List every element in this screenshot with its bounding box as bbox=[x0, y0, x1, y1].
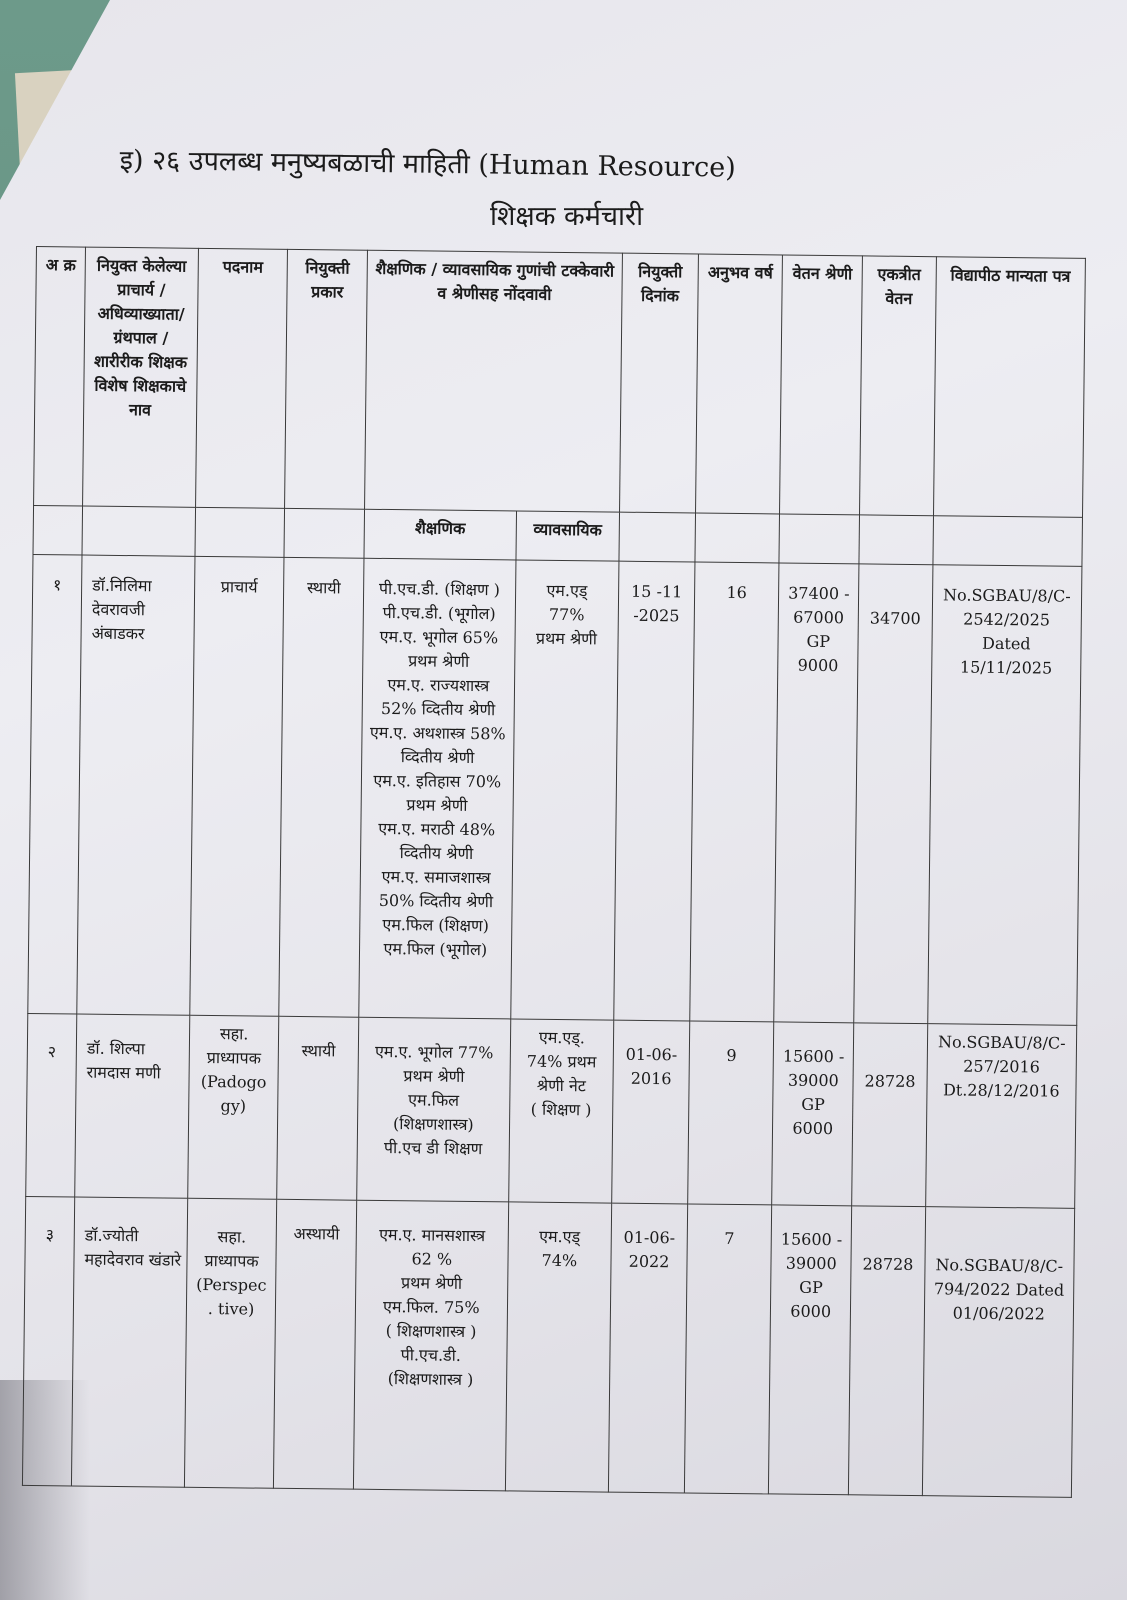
subheader-professional: व्यावसायिक bbox=[516, 511, 620, 561]
cell-appointment-date: 15 -11 -2025 bbox=[614, 561, 695, 1021]
cell-academic: पी.एच.डी. (शिक्षण ) पी.एच.डी. (भूगोल) एम.ए. भूगोल 65% प्रथम श्रेणी एम.ए. राज्यशास्त्र 52% व्दितीय श्रेणी एम.ए. अथशास्त्र 58% व्दितीय श्रेणी एम.ए. इतिहास 70% प्रथम श्रेणी एम.ए. मराठी 48% व्दितीय श्रेणी एम.ए. समाजशास्त्र 50% व्दितीय श्रेणी एम.फिल (शिक्षण) एम.फिल (भूगोल) bbox=[359, 558, 516, 1019]
cell-consolidated-salary: 34700 bbox=[854, 564, 932, 1024]
subheader-empty bbox=[695, 513, 780, 563]
cell-sr: ३ bbox=[22, 1196, 74, 1486]
subheader-empty bbox=[33, 505, 83, 555]
cell-university-letter: No.SGBAU/8/C- 2542/2025 Dated 15/11/2025 bbox=[927, 565, 1082, 1026]
cell-name: डॉ.ज्योती महादेवराव खंडारे bbox=[71, 1197, 187, 1487]
cell-sr: १ bbox=[28, 554, 82, 1014]
cell-appointment-type: स्थायी bbox=[279, 557, 364, 1017]
cell-appointment-date: 01-06- 2022 bbox=[608, 1203, 687, 1493]
cell-consolidated-salary: 28728 bbox=[849, 1206, 926, 1496]
subheader-empty bbox=[195, 507, 285, 557]
cell-experience: 9 bbox=[688, 1021, 774, 1205]
cell-appointment-type: स्थायी bbox=[277, 1016, 359, 1200]
cell-university-letter: No.SGBAU/8/C- 794/2022 Dated 01/06/2022 bbox=[922, 1207, 1075, 1498]
table-header-row bbox=[34, 247, 1086, 518]
cell-designation: सहा. प्राध्यापक (Perspec . tive) bbox=[184, 1198, 277, 1488]
subheader-empty bbox=[933, 516, 1083, 567]
cell-professional: एम.एड् 77% प्रथम श्रेणी bbox=[510, 560, 619, 1020]
subheader-empty bbox=[82, 506, 195, 556]
cell-designation: प्राचार्य bbox=[190, 556, 285, 1016]
cell-name: डॉ.निलिमा देवरावजी अंबाडकर bbox=[77, 555, 195, 1015]
subheader-empty bbox=[284, 508, 364, 558]
cell-professional: एम.एड् 74% bbox=[505, 1202, 612, 1492]
header-designation: पदनाम bbox=[195, 248, 288, 508]
header-experience: अनुभव वर्ष bbox=[696, 254, 783, 514]
header-sr: अ क्र bbox=[34, 247, 86, 507]
cell-experience: 16 bbox=[690, 562, 779, 1022]
cell-appointment-type: अस्थायी bbox=[274, 1199, 357, 1489]
subheader-empty bbox=[859, 515, 933, 565]
cell-academic: एम.ए. भूगोल 77% प्रथम श्रेणी एम.फिल (शिक्षणशास्त्र) पी.एच डी शिक्षण bbox=[357, 1017, 511, 1202]
cell-consolidated-salary: 28728 bbox=[852, 1023, 927, 1207]
subheader-empty bbox=[779, 514, 860, 564]
header-consolidated-salary: एकत्रीत वेतन bbox=[860, 256, 936, 516]
cell-experience: 7 bbox=[684, 1204, 771, 1494]
cell-pay-scale: 15600 - 39000 GP 6000 bbox=[772, 1022, 854, 1206]
cell-sr: २ bbox=[26, 1013, 77, 1197]
header-appointment-type: नियुक्ती प्रकार bbox=[285, 249, 367, 509]
document-title: इ) २६ उपलब्ध मनुष्यबळाची माहिती (Human Resource) bbox=[119, 144, 736, 184]
cell-pay-scale: 15600 - 39000 GP 6000 bbox=[769, 1205, 852, 1495]
table-row bbox=[26, 1013, 1077, 1208]
cell-name: डॉ. शिल्पा रामदास मणी bbox=[75, 1014, 190, 1198]
table-row bbox=[22, 1196, 1074, 1497]
header-name: नियुक्त केलेल्या प्राचार्य /अधिव्याख्याता/ग्रंथपाल / शारीरीक शिक्षक विशेष शिक्षकाचे नाव bbox=[83, 247, 199, 507]
subheader-academic: शैक्षणिक bbox=[364, 509, 516, 560]
header-university-letter: विद्यापीठ मान्यता पत्र bbox=[933, 257, 1085, 518]
cell-university-letter: No.SGBAU/8/C- 257/2016 Dt.28/12/2016 bbox=[925, 1024, 1076, 1209]
cell-designation: सहा. प्राध्यापक (Padogo gy) bbox=[187, 1015, 279, 1199]
cell-academic: एम.ए. मानसशास्त्र 62 % प्रथम श्रेणी एम.फिल. 75% ( शिक्षणशास्त्र ) पी.एच.डी. (शिक्षणशास्त्र ) bbox=[353, 1200, 508, 1491]
cell-appointment-date: 01-06- 2016 bbox=[612, 1020, 690, 1204]
cell-professional: एम.एड्. 74% प्रथम श्रेणी नेट ( शिक्षण ) bbox=[508, 1019, 613, 1203]
human-resource-table bbox=[22, 246, 1086, 1498]
header-qualification: शैक्षणिक / व्यावसायिक गुणांची टक्केवारी व श्रेणीसह नोंदवावी bbox=[365, 250, 623, 512]
document-subtitle: शिक्षक कर्मचारी bbox=[490, 201, 644, 232]
table-row bbox=[28, 554, 1082, 1025]
header-appointment-date: नियुक्ती दिनांक bbox=[620, 253, 699, 513]
subheader-empty bbox=[619, 512, 696, 562]
cell-pay-scale: 37400 - 67000 GP 9000 bbox=[774, 563, 859, 1023]
header-pay-scale: वेतन श्रेणी bbox=[780, 255, 863, 515]
